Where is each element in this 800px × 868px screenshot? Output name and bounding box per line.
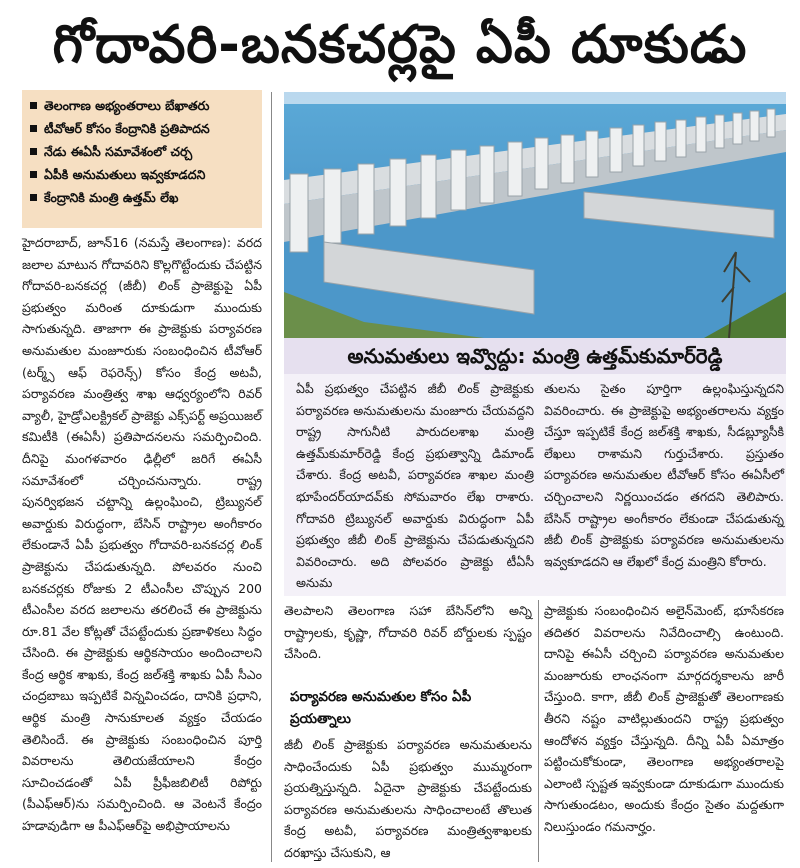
highlight-item: టీవోఆర్ కోసం కేంద్రానికి ప్రతిపాదన [30, 117, 256, 140]
dam-photo [284, 92, 786, 338]
headline: గోదావరి-బనకచర్లపై ఏపీ దూకుడు [52, 15, 748, 75]
column-divider [538, 600, 539, 862]
photo-caption: అనుమతులు ఇవ్వొద్దు: మంత్రి ఉత్తమ్‌కుమార్‌రెడ్డి [284, 338, 786, 374]
article-column-middle: తెలపాలని తెలంగాణ సహా బేసిన్‌లోని అన్ని రాష్ట్రాలకు, కృష్ణా, గోదావరి రివర్ బోర్డులకు స్పష్టం చేసింది. [284, 603, 532, 662]
highlight-item: నేడు ఈఏసీ సమావేశంలో చర్చ [30, 140, 256, 163]
column-divider [271, 92, 272, 862]
highlights-box [22, 90, 262, 228]
article-column-left: హైదరాబాద్, జూన్16 (నమస్తే తెలంగాణ): వరద జలాల మాటున గోదావరిని కొల్లగొట్టేందుకు చేపట్టిన గోదావరి-బనకచర్ల (జీబీ) లింక్ ప్రాజెక్టుపై ఏపీ ప్రభుత్వం మరింత దూకుడుగా ముందుకు సాగుతున్నది. తాజాగా ఈ ప్రాజెక్టుకు పర్యావరణ అనుమతుల మంజూరుకు సంబంధించిన టీవోఆర్ (టర్మ్స్ ఆఫ్ రెఫరెన్స్) కోసం కేంద్ర అటవీ, పర్యావరణ మంత్రిత్వ శాఖ ఆధ్వర్యంలోని రివర్ వ్యాలీ, హైడ్రోఎలక్ట్రికల్ ప్రాజెక్టు ఎక్స్‌పర్ట్ అప్రయిజల్ కమిటీకి (ఈఏసీ) ప్రతిపాదనలను సమర్పించింది. దీనిపై మంగళవారం ఢిల్లీలో జరిగే ఈఏసీ సమావేశంలో చర్చించనున్నారు. రాష్ట్ర పునర్విభజన చట్టాన్ని ఉల్లంఘించి, ట్రిబ్యునల్ అవార్డుకు విరుద్ధంగా, బేసిన్ రాష్ట్రాల అంగీకారం లేకుండానే ఏపీ ప్రభుత్వం గోదావరి-బనకచర్ల లింక్ ప్రాజెక్టును చేపడుతున్నది. పోలవరం నుంచి బనకచర్లకు రోజుకు 2 టీఎంసీల చొప్పున 200 టీఎంసీల వరద జలాలను తరలించే ఈ ప్రాజెక్టును రూ.81 వేల కోట్లతో చేపట్టేందుకు ప్రణాళికలు సిద్ధం చేసింది. ఈ ప్రాజెక్టుకు ఆర్థికసాయం అందించాలని కేంద్ర ఆర్థిక శాఖకు, కేంద్ర జల్‌శక్తి శాఖకు ఏపీ సీఎం చంద్రబాబు ఇప్పటికే విన్నవించడం, దానికి ప్రధాని, ఆర్థిక మంత్రి సానుకూలత వ్యక్తం చేయడం తెలిసిందే. ఈ ప్రాజెక్టుకు సంబంధించిన పూర్తి వివరాలను తెలియజేయాలని కేంద్రం సూచించడంతో ఏపీ ప్రీఫీజబిలిటీ రిపోర్టు (పీఎఫ్ఆర్)ను సమర్పించింది. ఆ వెంటనే కేంద్రం హడావుడిగా ఆ పీఎఫ్ఆర్‌పై అభిప్రాయాలను [22, 235, 262, 834]
section-subheading: పర్యావరణ అనుమతుల కోసం ఏపీ ప్రయత్నాలు [290, 689, 472, 727]
article-column-right: ప్రాజెక్టుకు సంబంధించిన అలైన్‌మెంట్, భూసేకరణ తదితర వివరాలను నివేదించాల్సి ఉంటుంది. దానిపై ఈఏసీ చర్చించి పర్యావరణ అనుమతుల మంజూరుకు లాంఛనంగా మార్గదర్శకాలను జారీ చేస్తుంది. కాగా, జీబీ లింక్ ప్రాజెక్టుతో తెలంగాణకు తీరని నష్టం వాటిల్లుతుందని రాష్ట్ర ప్రభుత్వం ఆందోళన వ్యక్తం చేస్తున్నది. దీన్ని ఏపీ ఏమాత్రం పట్టించుకోకుండా, తెలంగాణ అభ్యంతరాలపై ఎలాంటి స్పష్టత ఇవ్వకుండా దూకుడుగా ముందుకు సాగుతుండటం, అందుకు కేంద్రం సైతం మద్దతుగా నిలుస్తుండం గమనార్హం. [544, 603, 784, 834]
sidebar-column-left: ఏపీ ప్రభుత్వం చేపట్టిన జీబీ లింక్ ప్రాజెక్టుకు పర్యావరణ అనుమతులను మంజూరు చేయవద్దని రాష్ట్ర సాగునీటి పారుదలశాఖ మంత్రి ఉత్తమ్‌కుమార్‌రెడ్డి కేంద్ర ప్రభుత్వాన్ని డిమాండ్ చేశారు. కేంద్ర అటవీ, పర్యావరణ శాఖల మంత్రి భూపేందర్‌యాదవ్‌కు సోమవారం లేఖ రాశారు. గోదావరి ట్రిబ్యునల్ అవార్డుకు విరుద్ధంగా ఏపీ ప్రభుత్వం జీబీ లింక్ ప్రాజెక్టును చేపడుతున్నదని వివరించారు. అది పోలవరం ప్రాజెక్టు టీఏసీ అనుమ [296, 381, 534, 591]
highlight-item: తెలంగాణ అభ్యంతరాలు బేఖాతరు [30, 94, 256, 117]
highlight-item-continued: కేంద్రానికి మంత్రి ఉత్తమ్ లేఖ [30, 186, 256, 209]
sidebar-column-right: తులను సైతం పూర్తిగా ఉల్లంఘిస్తున్నదని వివరించారు. ఈ ప్రాజెక్టుపై అభ్యంతరాలను వ్యక్తం చేస్తూ ఇప్పటికే కేంద్ర జల్‌శక్తి శాఖకు, సీడబ్ల్యూసీకి లేఖలు రాశామని గుర్తుచేశారు. ప్రస్తుతం పర్యావరణ అనుమతుల టీవోఆర్ కోసం ఈఏసీలో చర్చించాలని నిర్ణయించడం తగదని తెలిపారు. బేసిన్ రాష్ట్రాల అంగీకారం లేకుండా చేపడుతున్న జీబీ లింక్ ప్రాజెక్టుకు పర్యావరణ అనుమతులను ఇవ్వకూడదని ఆ లేఖలో కేంద్ర మంత్రిని కోరారు. [544, 381, 784, 569]
article-column-middle-continued: జీబీ లింక్ ప్రాజెక్టుకు పర్యావరణ అనుమతులను సాధించేందుకు ఏపీ ప్రభుత్వం ముమ్మరంగా ప్రయత్నిస్తున్నది. ఏదైనా ప్రాజెక్టుకు చేపట్టేందుకు పర్యావరణ అనుమతులను సాధించాలంటే తొలుత కేంద్ర అటవీ, పర్యావరణ మంత్రిత్వశాఖలకు దరఖాస్తు చేసుకుని, ఆ [284, 737, 532, 860]
highlight-item: ఏపీకి అనుమతులు ఇవ్వకూడదని [30, 163, 256, 186]
